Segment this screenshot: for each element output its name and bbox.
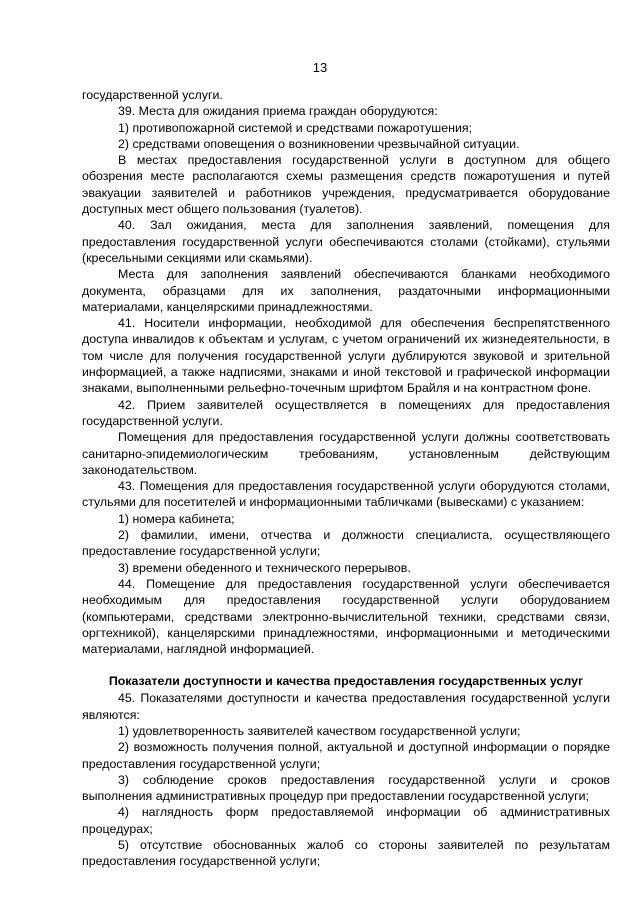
page-number: 13 — [312, 60, 328, 75]
section-heading: Показатели доступности и качества предоставления государственных услуг — [108, 674, 584, 689]
paragraph: Места для заполнения заявлений обеспечиваются бланками необходимого документа, образцами для их заполнения, раздаточными информационными материалами, канцелярскими принадлежностями. — [82, 267, 610, 314]
paragraph: 5) отсутствие обоснованных жалоб со стороны заявителей по результатам предоставления государственной услуги; — [82, 838, 610, 869]
paragraph: 2) фамилии, имени, отчества и должности специалиста, осуществляющего предоставление государственной услуги; — [82, 528, 610, 559]
paragraph: 2) средствами оповещения о возникновении чрезвычайной ситуации. — [118, 136, 520, 151]
paragraph: 45. Показателями доступности и качества предоставления государственной услуги являются: — [82, 691, 610, 722]
paragraph: 39. Места для ожидания приема граждан оборудуются: — [118, 104, 438, 119]
section-paragraphs-block — [82, 690, 610, 869]
paragraph: 43. Помещения для предоставления государственной услуги оборудуются столами, стульями для посетителей и информационными табличками (вывесками) с указанием: — [82, 479, 610, 510]
paragraph: 42. Прием заявителей осуществляется в помещениях для предоставления государственной услуги. — [82, 397, 610, 428]
document-body — [82, 87, 610, 870]
paragraph: Помещения для предоставления государственной услуги должны соответствовать санитарно-эпидемиологическим требованиям, установленным действующим законодательством. — [82, 430, 610, 477]
paragraph: 4) наглядность форм предоставляемой информации об административных процедурах; — [82, 805, 610, 836]
paragraph: 44. Помещение для предоставления государственной услуги обеспечивается необходимым для предоставления государственной услуги оборудованием (компьютерами, средствами электронно-вычислительной техники, средствами связи, оргтехникой), канцелярскими принадлежностями, информационными и методическими материалами, наглядной информацией. — [82, 576, 610, 657]
paragraph: 2) возможность получения полной, актуальной и доступной информации о порядке предоставления государственной услуги; — [82, 740, 610, 771]
paragraph: 1) противопожарной системой и средствами пожаротушения; — [118, 120, 473, 135]
paragraph: государственной услуги. — [82, 88, 223, 102]
paragraph: 1) номера кабинета; — [118, 511, 235, 526]
paragraph: 3) соблюдение сроков предоставления государственной услуги и сроков выполнения административных процедур при предоставлении государственной услуги; — [82, 772, 610, 804]
paragraph: 1) удовлетворенность заявителей качеством государственной услуги; — [118, 723, 521, 738]
paragraphs-block — [82, 87, 610, 657]
paragraph: В местах предоставления государственной услуги в доступном для общего обозрения месте располагаются схемы размещения средств пожаротушения и путей эвакуации заявителей и работников учреждения, предусматривается оборудование доступных мест общего пользования (туалетов). — [82, 153, 610, 217]
paragraph: 41. Носители информации, необходимой для обеспечения беспрепятственного доступа инвалидов к объектам и услугам, с учетом ограничений их жизнедеятельности, в том числе для получения государственной услуги дублируются звуковой и зрительной информацией, а также надписями, знаками и иной текстовой и графической информации знаками, выполненными рельефно-точечным шрифтом Брайля и на контрастном фоне. — [82, 316, 610, 396]
paragraph: 40. Зал ожидания, места для заполнения заявлений, помещения для предоставления государственной услуги обеспечиваются столами (стойками), стульями (кресельными секциями или скамьями). — [82, 218, 610, 265]
paragraph: 3) времени обеденного и технического перерывов. — [118, 560, 411, 575]
